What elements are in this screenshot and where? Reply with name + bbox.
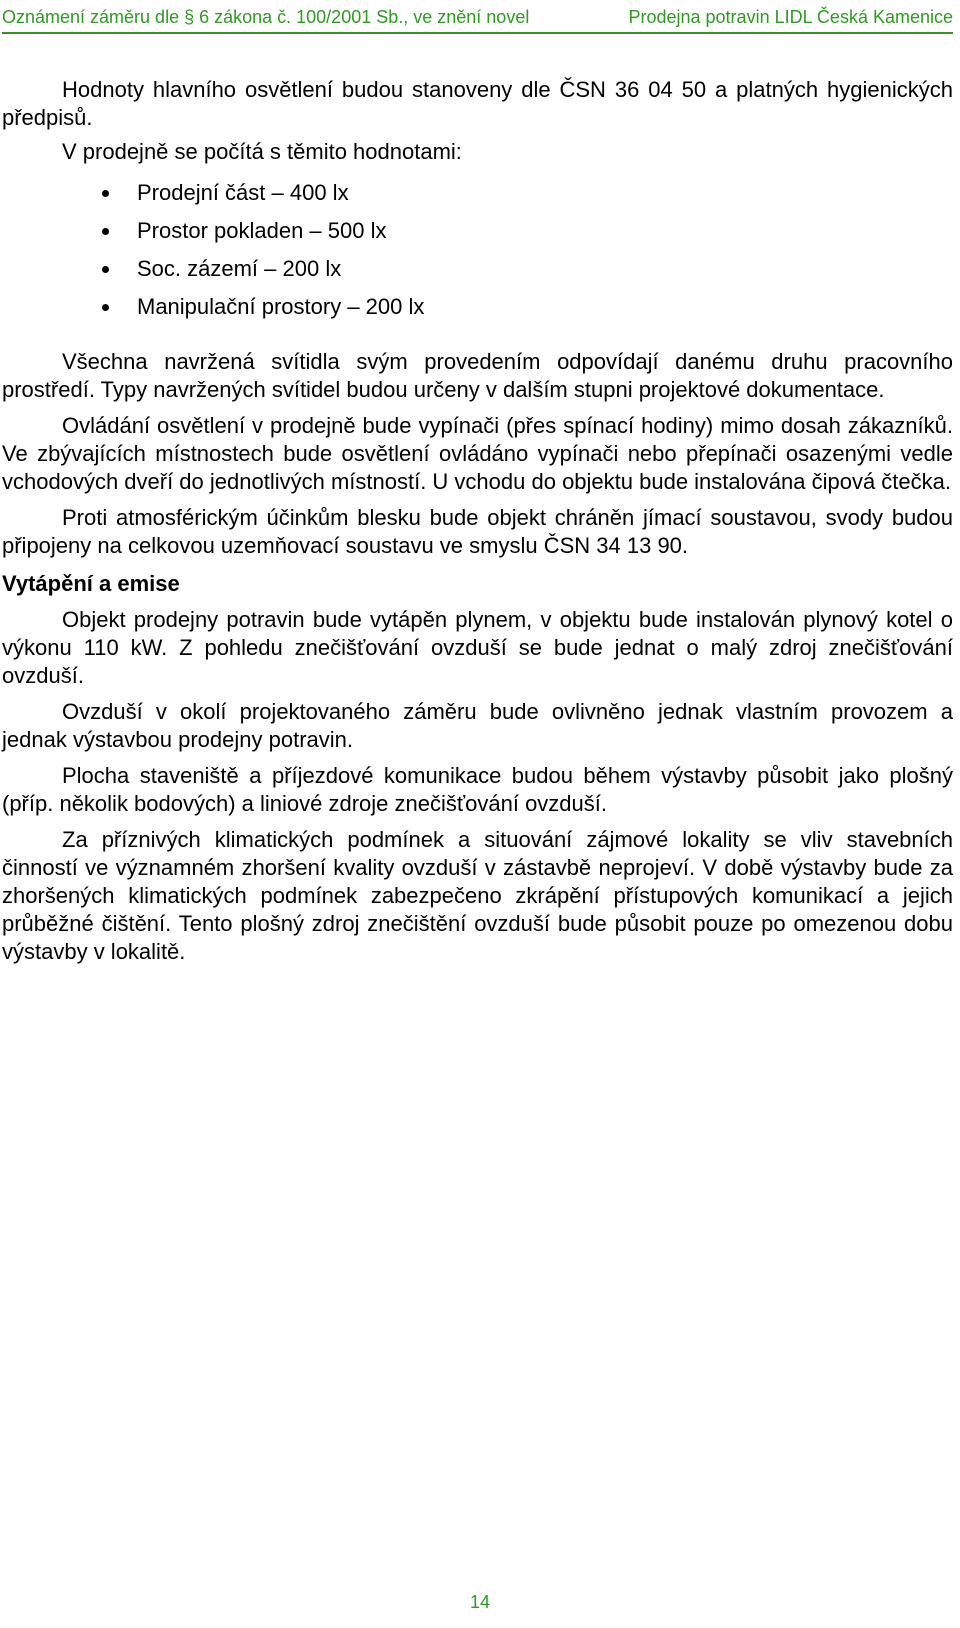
lighting-values-list [2, 174, 953, 326]
paragraph-lighting-standards: Hodnoty hlavního osvětlení budou stanoveny dle ČSN 36 04 50 a platných hygienických předpisů. [2, 77, 953, 130]
bullet-icon [102, 304, 109, 311]
document-body [2, 76, 953, 974]
paragraph-construction-sources: Plocha staveniště a příjezdové komunikace budou během výstavby působit jako plošný (příp. několik bodových) a liniové zdroje znečišťování ovzduší. [2, 763, 953, 816]
paragraph-heating: Objekt prodejny potravin bude vytápěn plynem, v objektu bude instalován plynový kotel o výkonu 110 kW. Z pohledu znečišťování ovzduší se bude jednat o malý zdroj znečišťování ovzduší. [2, 607, 953, 688]
paragraph-values-intro: V prodejně se počítá s těmito hodnotami: [62, 139, 462, 164]
paragraph-luminaires: Všechna navržená svítidla svým provedením odpovídají danému druhu pracovního prostředí. Typy navržených svítidel budou určeny v dalším stupni projektové dokumentace. [2, 349, 953, 402]
section-heading-heating: Vytápění a emise [2, 571, 180, 596]
list-item: Manipulační prostory – 200 lx [2, 288, 953, 326]
header-document-title: Oznámení záměru dle § 6 zákona č. 100/2001 Sb., ve znění novel [2, 7, 530, 27]
paragraph-lighting-control: Ovládání osvětlení v prodejně bude vypínači (přes spínací hodiny) mimo dosah zákazníků. Ve zbývajících místnostech bude osvětlení ovládáno vypínači nebo přepínači osazenými vedle vchodových dveří do jednotlivých místností. U vchodu do objektu bude instalována čipová čtečka. [2, 413, 953, 494]
paragraph-air-impact: Ovzduší v okolí projektovaného záměru bude ovlivněno jednak vlastním provozem a jednak výstavbou prodejny potravin. [2, 699, 953, 752]
bullet-icon [102, 266, 109, 273]
page-number: 14 [469, 1592, 491, 1612]
page-header [2, 4, 953, 34]
paragraph-lightning-protection: Proti atmosférickým účinkům blesku bude objekt chráněn jímací soustavou, svody budou připojeny na celkovou uzemňovací soustavu ve smyslu ČSN 34 13 90. [2, 505, 953, 558]
bullet-icon [102, 228, 109, 235]
list-item: Soc. zázemí – 200 lx [2, 250, 953, 288]
list-item: Prostor pokladen – 500 lx [2, 212, 953, 250]
header-project-name: Prodejna potravin LIDL Česká Kamenice [628, 7, 953, 27]
list-item: Prodejní část – 400 lx [2, 174, 953, 212]
paragraph-climatic-conditions: Za příznivých klimatických podmínek a situování zájmové lokality se vliv stavebních činností ve významném zhoršení kvality ovzduší v zástavbě neprojeví. V době výstavby bude za zhoršených klimatických podmínek zabezpečeno zkrápění přístupových komunikací a jejich průběžné čištění. Tento plošný zdroj znečištění ovzduší bude působit pouze po omezenou dobu výstavby v lokalitě. [2, 827, 953, 964]
bullet-icon [102, 190, 109, 197]
